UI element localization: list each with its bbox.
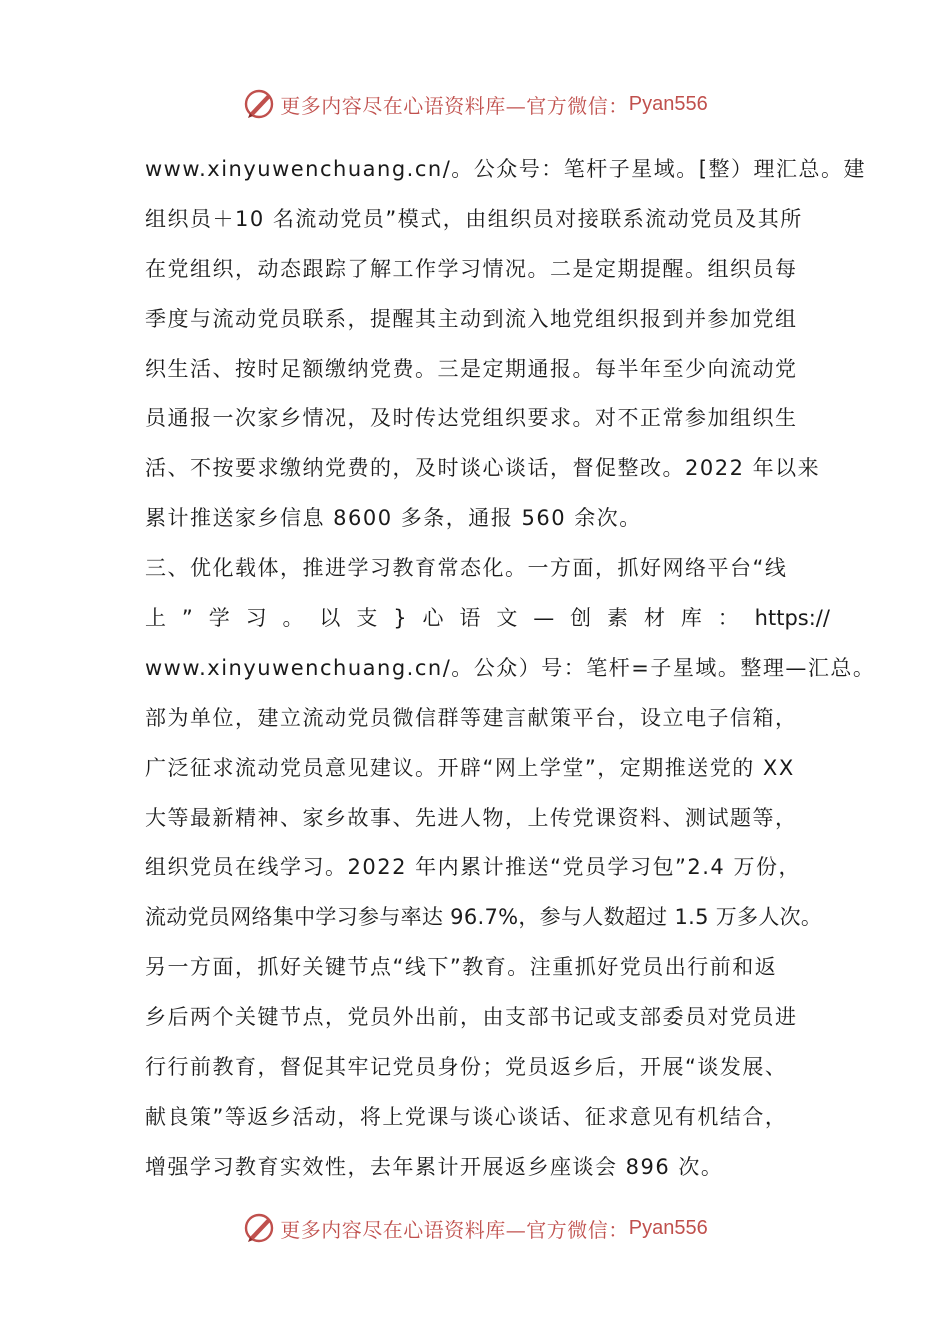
char: 素 [607, 606, 629, 631]
char: 。 [282, 606, 304, 631]
pen-logo-icon [242, 1210, 278, 1246]
text-line: 累计推送家乡信息 8600 多条，通报 560 余次。 [145, 506, 642, 531]
text-line: 部为单位，建立流动党员微信群等建言献策平台，设立电子信箱， [145, 705, 798, 730]
char: 心 [422, 606, 444, 631]
banner-text: 更多内容尽在心语资料库—官方微信： [280, 1217, 629, 1242]
text-line: 织生活、按时足额缴纳党费。三是定期通报。每半年至少向流动党 [145, 356, 798, 381]
banner-wechat-id: Pyan556 [628, 92, 708, 115]
text-line: 活、不按要求缴纳党费的，及时谈心谈话，督促整改。2022 年以来 [145, 456, 821, 481]
char: 创 [570, 606, 592, 631]
char: 习 [245, 606, 267, 631]
text-line: www.xinyuwenchuang.cn/。公众）号：笔杆=子星域。整理—汇总。 [145, 655, 876, 680]
char: ” [181, 606, 193, 631]
text-line: 员通报一次家乡情况，及时传达党组织要求。对不正常参加组织生 [145, 406, 798, 431]
text-line: 流动党员网络集中学习参与率达 96.7%，参与人数超过 1.5 万多人次。 [145, 905, 823, 930]
char: 上 [145, 606, 166, 631]
text-line: 组织员＋10 名流动党员”模式，由组织员对接联系流动党员及其所 [145, 206, 803, 231]
pen-logo-icon [242, 86, 278, 122]
char: 语 [459, 606, 481, 631]
text-line-justified [145, 594, 830, 644]
text-line: 乡后两个关键节点，党员外出前，由支部书记或支部委员对党员进 [145, 1005, 798, 1030]
char: — [533, 606, 555, 631]
text-line: www.xinyuwenchuang.cn/。公众号：笔杆子星域。[整）理汇总。建 [145, 157, 866, 181]
text-line: 另一方面，抓好关键节点“线下”教育。注重抓好党员出行前和返 [145, 955, 778, 980]
text-line: 增强学习教育实效性，去年累计开展返乡座谈会 896 次。 [145, 1154, 724, 1179]
banner-text: 更多内容尽在心语资料库—官方微信： [280, 93, 629, 118]
banner-wechat-id: Pyan556 [628, 1216, 708, 1239]
char: 学 [208, 606, 230, 631]
text-line: 行行前教育，督促其牢记党员身份；党员返乡后，开展“谈发展、 [145, 1055, 788, 1080]
text-line: 献良策”等返乡活动，将上党课与谈心谈话、征求意见有机结合， [145, 1104, 788, 1129]
url-fragment: https:// [754, 606, 830, 631]
char: 材 [643, 606, 665, 631]
text-line: 广泛征求流动党员意见建议。开辟“网上学堂”，定期推送党的 XX [145, 755, 795, 780]
char: ： [717, 606, 739, 631]
char: } [393, 606, 407, 631]
text-line: 组织党员在线学习。2022 年内累计推送“党员学习包”2.4 万份， [145, 855, 801, 880]
header-watermark-banner [0, 84, 950, 124]
char: 以 [319, 606, 341, 631]
char: 文 [496, 606, 518, 631]
document-body [145, 145, 876, 1193]
text-line: 季度与流动党员联系，提醒其主动到流入地党组织报到并参加党组 [145, 306, 798, 331]
text-line: 在党组织，动态跟踪了解工作学习情况。二是定期提醒。组织员每 [145, 256, 798, 281]
footer-watermark-banner [0, 1208, 950, 1248]
char: 库 [680, 606, 702, 631]
text-line: 大等最新精神、家乡故事、先进人物，上传党课资料、测试题等， [145, 805, 798, 830]
text-line: 三、优化载体，推进学习教育常态化。一方面，抓好网络平台“线 [145, 556, 788, 581]
char: 支 [356, 606, 378, 631]
